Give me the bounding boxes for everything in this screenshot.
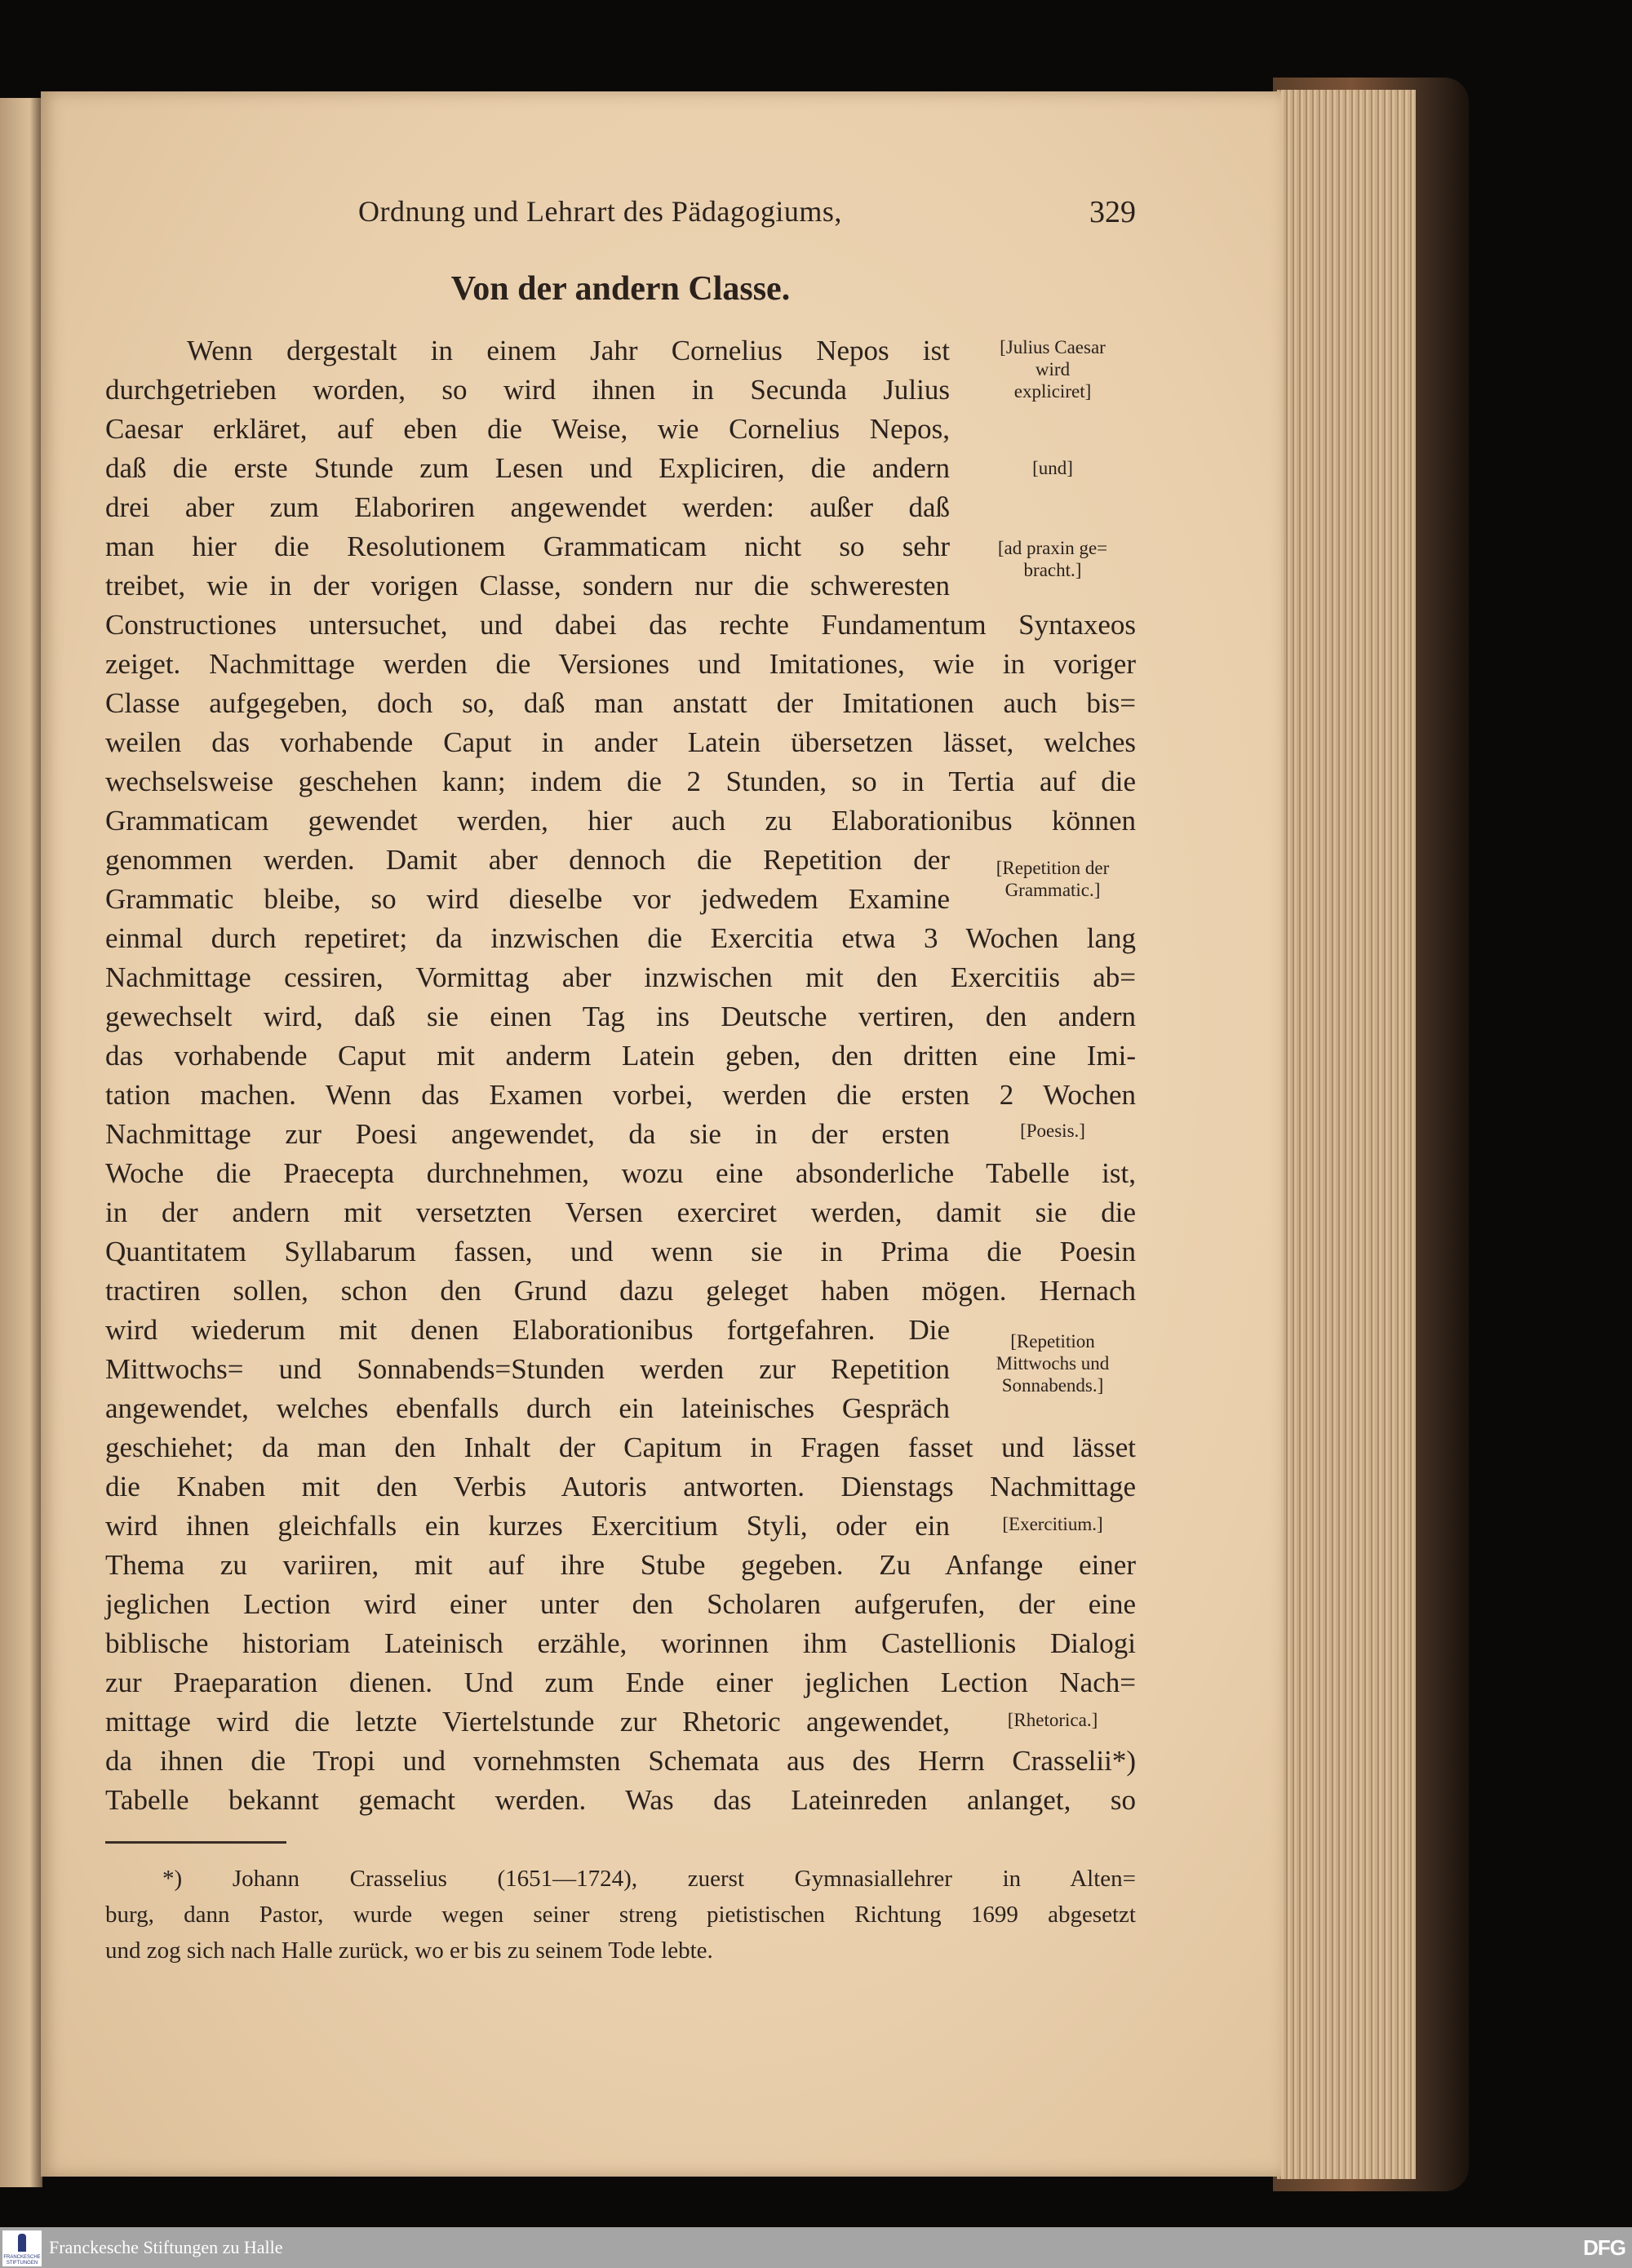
text-line: [105, 566, 950, 606]
margin-note-line: [Rhetorica.]: [1007, 1710, 1098, 1730]
dfg-logo: DFG: [1583, 2235, 1625, 2260]
text-line-content: man hier die Resolutionem Grammaticam nicht so sehr: [105, 530, 950, 562]
text-line: [105, 527, 950, 566]
footer-bar: [0, 2227, 1632, 2268]
text-line: [105, 723, 1136, 762]
text-line: [105, 1036, 1136, 1076]
footnote: [105, 1861, 1136, 1968]
margin-note: [963, 1120, 1142, 1142]
text-line-content: drei aber zum Elaboriren angewendet werden: außer daß: [105, 491, 950, 523]
margin-note: [963, 336, 1142, 402]
institution-logo: [2, 2230, 42, 2266]
text-line-content: gewechselt wird, daß sie einen Tag ins Deutsche vertiren, den andern: [105, 1001, 1136, 1032]
text-line: [105, 801, 1136, 841]
footnote-divider: [105, 1841, 286, 1844]
section-title: Von der andern Classe.: [450, 270, 791, 308]
text-line-content: wechselsweise geschehen kann; indem die 2 Stunden, so in Tertia auf die: [105, 766, 1136, 797]
text-line: [105, 997, 1136, 1036]
text-line-content: treibet, wie in der vorigen Classe, sondern nur die schweresten: [105, 570, 950, 601]
text-line-content: daß die erste Stunde zum Lesen und Expliciren, die andern: [105, 452, 950, 484]
text-line: [105, 1272, 1136, 1311]
text-line-content: Grammatic bleibe, so wird dieselbe vor jedwedem Examine: [105, 883, 950, 915]
text-line-content: tation machen. Wenn das Examen vorbei, werden die ersten 2 Wochen: [105, 1079, 1136, 1111]
margin-note: [963, 537, 1142, 581]
text-line: [105, 410, 950, 449]
margin-note-line: [und]: [1032, 458, 1073, 478]
text-line-content: Woche die Praecepta durchnehmen, wozu eine absonderliche Tabelle ist,: [105, 1157, 1136, 1189]
text-line-content: Grammaticam gewendet werden, hier auch zu Elaborationibus können: [105, 805, 1136, 837]
page-block-edges: [1277, 90, 1416, 2179]
text-line: [105, 488, 950, 527]
text-line: [105, 1624, 1136, 1663]
text-line: [105, 1702, 950, 1742]
text-line-content: die Knaben mit den Verbis Autoris antworten. Dienstags Nachmittage: [105, 1471, 1136, 1502]
margin-note-line: [Julius Caesar: [1000, 337, 1106, 357]
text-line: [105, 449, 950, 488]
text-line: [105, 1389, 950, 1428]
text-line: [105, 1742, 1136, 1781]
text-line-content: angewendet, welches ebenfalls durch ein lateinisches Gespräch: [105, 1392, 950, 1424]
text-line-content: in der andern mit versetzten Versen exerciret werden, damit sie die: [105, 1196, 1136, 1228]
text-line-content: weilen das vorhabende Caput in ander Latein übersetzen lässet, welches: [105, 726, 1136, 758]
text-line: [105, 919, 1136, 958]
text-line-content: Wenn dergestalt in einem Jahr Cornelius Nepos ist: [187, 335, 950, 366]
footnote-line: und zog sich nach Halle zurück, wo er bis zu seinem Tode lebte.: [105, 1937, 713, 1964]
text-line: [105, 1428, 1136, 1467]
text-line-content: Thema zu variiren, mit auf ihre Stube gegeben. Zu Anfange einer: [105, 1549, 1136, 1581]
text-line: [105, 1115, 950, 1154]
text-line: [105, 331, 950, 371]
text-line-content: zeiget. Nachmittage werden die Versiones und Imitationes, wie in voriger: [105, 648, 1136, 680]
text-line: [105, 1467, 1136, 1507]
text-line: [105, 1350, 950, 1389]
text-line-content: wird ihnen gleichfalls ein kurzes Exercitium Styli, oder ein: [105, 1510, 950, 1542]
text-line: [105, 1076, 1136, 1115]
margin-note-line: bracht.]: [1023, 560, 1082, 580]
text-line-content: Tabelle bekannt gemacht werden. Was das Lateinreden anlanget, so: [105, 1784, 1136, 1816]
margin-note-line: [Repetition: [1010, 1331, 1095, 1351]
text-line-content: zur Praeparation dienen. Und zum Ende einer jeglichen Lection Nach=: [105, 1667, 1136, 1698]
margin-note-line: [Repetition der: [996, 858, 1110, 878]
text-line: [105, 1663, 1136, 1702]
running-title: Ordnung und Lehrart des Pädagogiums,: [358, 195, 842, 228]
logo-caption: FRANCKESCHE STIFTUNGEN: [3, 2255, 41, 2266]
text-line: [105, 606, 1136, 645]
text-line-content: mittage wird die letzte Viertelstunde zur Rhetoric angewendet,: [105, 1706, 950, 1738]
text-line: [105, 371, 950, 410]
margin-note-line: [Exercitium.]: [1002, 1514, 1103, 1534]
text-line: [105, 762, 1136, 801]
text-line-content: durchgetrieben worden, so wird ihnen in Secunda Julius: [105, 374, 950, 406]
text-line: [105, 1546, 1136, 1585]
text-line-content: Classe aufgegeben, doch so, daß man anstatt der Imitationen auch bis=: [105, 687, 1136, 719]
margin-note: [963, 1513, 1142, 1535]
text-line: [105, 841, 950, 880]
facing-page-edge: [0, 98, 42, 2187]
text-line-content: tractiren sollen, schon den Grund dazu geleget haben mögen. Hernach: [105, 1275, 1136, 1307]
text-line: [105, 645, 1136, 684]
text-line: [105, 958, 1136, 997]
statue-icon: [18, 2234, 26, 2252]
footnote-line: *) Johann Crasselius (1651—1724), zuerst Gymnasiallehrer in Alten=: [162, 1866, 1136, 1892]
text-line-content: biblische historiam Lateinisch erzähle, worinnen ihm Castellionis Dialogi: [105, 1627, 1136, 1659]
margin-note-line: wird: [1035, 359, 1071, 379]
margin-note-line: expliciret]: [1013, 381, 1092, 402]
text-line-content: Quantitatem Syllabarum fassen, und wenn sie in Prima die Poesin: [105, 1236, 1136, 1267]
text-line-content: jeglichen Lection wird einer unter den Scholaren aufgerufen, der eine: [105, 1588, 1136, 1620]
text-line-content: einmal durch repetiret; da inzwischen die Exercitia etwa 3 Wochen lang: [105, 922, 1136, 954]
text-line: [105, 1781, 1136, 1820]
margin-note-line: [Poesis.]: [1020, 1121, 1085, 1141]
text-line: [105, 684, 1136, 723]
page-number: 329: [1089, 195, 1136, 229]
text-line: [105, 1154, 1136, 1193]
text-line-content: Nachmittage cessiren, Vormittag aber inzwischen mit den Exercitiis ab=: [105, 961, 1136, 993]
margin-note: [963, 857, 1142, 901]
text-line-content: das vorhabende Caput mit anderm Latein geben, den dritten eine Imi-: [105, 1040, 1136, 1072]
text-line-content: Constructiones untersuchet, und dabei das rechte Fundamentum Syntaxeos: [105, 609, 1136, 641]
margin-note-line: Sonnabends.]: [1001, 1375, 1104, 1396]
footnote-line: burg, dann Pastor, wurde wegen seiner streng pietistischen Richtung 1699 abgesetzt: [105, 1902, 1136, 1928]
margin-note: [963, 1709, 1142, 1731]
text-line-content: wird wiederum mit denen Elaborationibus fortgefahren. Die: [105, 1314, 950, 1346]
margin-note-line: Grammatic.]: [1004, 880, 1101, 900]
text-line-content: Nachmittage zur Poesi angewendet, da sie in der ersten: [105, 1118, 950, 1150]
text-line-content: Caesar erkläret, auf eben die Weise, wie Cornelius Nepos,: [105, 413, 950, 445]
text-line: [105, 1311, 950, 1350]
margin-note-line: Mittwochs und: [996, 1353, 1110, 1374]
margin-note-line: [ad praxin ge=: [997, 538, 1108, 558]
text-line: [105, 880, 950, 919]
text-line: [105, 1232, 1136, 1272]
text-line-content: geschiehet; da man den Inhalt der Capitum in Fragen fasset und lässet: [105, 1431, 1136, 1463]
text-line: [105, 1507, 950, 1546]
margin-note: [963, 1330, 1142, 1396]
text-line-content: da ihnen die Tropi und vornehmsten Schemata aus des Herrn Crasselii*): [105, 1745, 1136, 1777]
text-line-content: genommen werden. Damit aber dennoch die Repetition der: [105, 844, 950, 876]
institution-name[interactable]: Franckesche Stiftungen zu Halle: [49, 2237, 283, 2257]
text-line-content: Mittwochs= und Sonnabends=Stunden werden zur Repetition: [105, 1353, 950, 1385]
margin-note: [963, 457, 1142, 479]
text-line: [105, 1193, 1136, 1232]
text-line: [105, 1585, 1136, 1624]
